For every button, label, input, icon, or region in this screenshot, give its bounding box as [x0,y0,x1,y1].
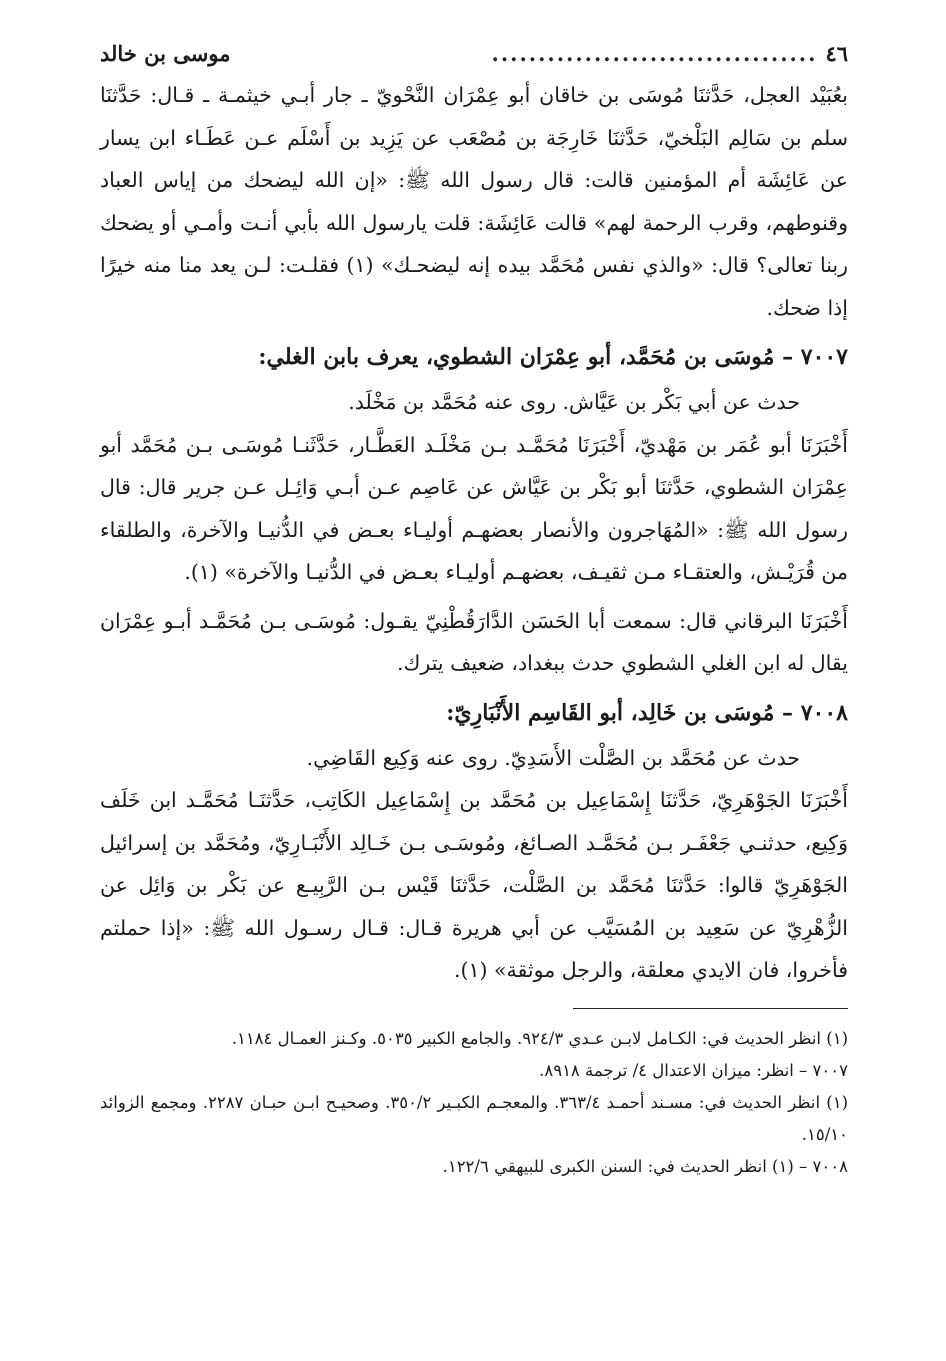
footnote-2: ٧٠٠٧ – انظر: ميزان الاعتدال ٤/ ترجمة ٨٩١٨. [539,1060,848,1080]
entry-7008-paragraph-1: أَخْبَرَنَا الجَوْهَرِيّ، حَدَّثنَا إِسْمَاعِيل بن مُحَمَّد بن إِسْمَاعِيل الكَاتِب، حَدَّثنَـا مُحَمَّـد ابن خَلَف وَكِيع، حدثنـي جَعْفَـر بـن مُحَمَّـد الصـائغ، ومُوسَـى بـن خَـالِد الأَنْبَـارِيّ، ومُحَمَّد بن إسرائيل الجَوْهَرِيّ قالوا: حَدَّثنَا مُحَمَّد بن الصَّلْت، حَدَّثنَا قَيْس بـن الرَّبِيـع عن بَكْر بن وَائِل عن الزُّهْرِيّ عن سَعِيد بن المُسَيَّب عن أبي هريرة قـال: قـال رسـول الله ﷺ: «إذا حملتم فأخروا، فان الايدي معلقة، والرجل موثقة» (١). [100,788,848,982]
entry-7008-intro: حدث عن مُحَمَّد بن الصَّلْت الأَسَدِيّ. روى عنه وَكِيع القَاضِي. [306,745,800,770]
entry-7007-paragraph-2: أَخْبَرَنَا البرقاني قال: سمعت أبا الحَسَن الدَّارَقُطْنِيّ يقـول: مُوسَـى بـن مُحَمَّـد أبـو عِمْرَان يقال له ابن الغلي الشطوي حدث ببغداد، ضعيف يترك. [100,608,848,675]
page-header [100,34,848,74]
footnotes [100,1023,848,1183]
entry-7007-intro: حدث عن أبي بَكْر بن عَيَّاش. روى عنه مُحَمَّد بن مَخْلَد. [348,390,800,414]
footnote-1: (١) انظر الحديث في: الكـامل لابـن عـدي ٩٢٤/٣. والجامع الكبير ٥٠٣٥. وكـنز العمـال ١١٨٤. [231,1028,848,1048]
entry-7007-title: ٧٠٠٧ – مُوسَى بن مُحَمَّد، أبو عِمْرَان الشطوي، يعرف بابن الغلي: [258,344,848,370]
intro-paragraph: بعُبَيْد العجل، حَدَّثنَا مُوسَى بن خاقان أبو عِمْرَان النَّحْويّ ـ جار أبـي خيثمـة ـ قـال: حَدَّثنَا سلم بن سَالِم البَلْخيّ، حَدَّثنَا خَارِجَة بن مُصْعَب عن يَزِيد بن أَسْلَم عـن عَطَـاء ابن يسار عن عَائِشَة أم المؤمنين قالت: قال رسول الله ﷺ: «إن الله ليضحك من إياس العباد وقنوطهم، وقرب الرحمة لهم» قالت عَائِشَة: قلت يارسول الله بأبي أنـت وأمـي أو يضحك ربنا تعالى؟ قال: «والذي نفس مُحَمَّد بيده إنه ليضحـك» (١) فقلـت: لـن يعد منا منه خيرًا إذا ضحك. [100,83,848,320]
footnote-3: (١) انظر الحديث في: مسـند أحمـد ٣٦٣/٤. والمعجـم الكبـير ٣٥٠/٢. وصحيـح ابـن حبـان ٢٢٨٧. ومجمع الزوائد ١٥/١٠. [100,1092,848,1144]
footnote-4: ٧٠٠٨ – (١) انظر الحديث في: السنن الكبرى للبيهقي ١٢٢/٦. [442,1156,848,1176]
header-leader-dots: ................................... [491,41,818,66]
entry-7007-paragraph-1: أَخْبَرَنَا أبو عُمَر بن مَهْديّ، أَخْبَرَنَا مُحَمَّـد بـن مَخْلَـد العَطَّـار، حَدَّثَنـا مُوسَـى بـن مُحَمَّد أبو عِمْرَان الشطوي، حَدَّثنَا أبو بَكْر بن عَيَّاش عن عَاصِم عـن أبـي وَائِـل عـن جرير قال: قال رسول الله ﷺ: «المُهَاجرون والأنصار بعضهـم أوليـاء بعـض في الدُّنيـا والآخرة، والطلقاء من قُرَيْـش، والعتقـاء مـن ثقيـف، بعضهـم أوليـاء بعـض في الدُّنيـا والآخرة» (١). [100,432,848,584]
running-title: موسى بن خالد [100,41,231,66]
page-number: ٤٦ [825,41,848,66]
footnote-divider [573,1008,848,1009]
entry-7008-title: ٧٠٠٨ – مُوسَى بن خَالِد، أبو القَاسِم الأَنْبَارِيّ: [446,699,848,726]
